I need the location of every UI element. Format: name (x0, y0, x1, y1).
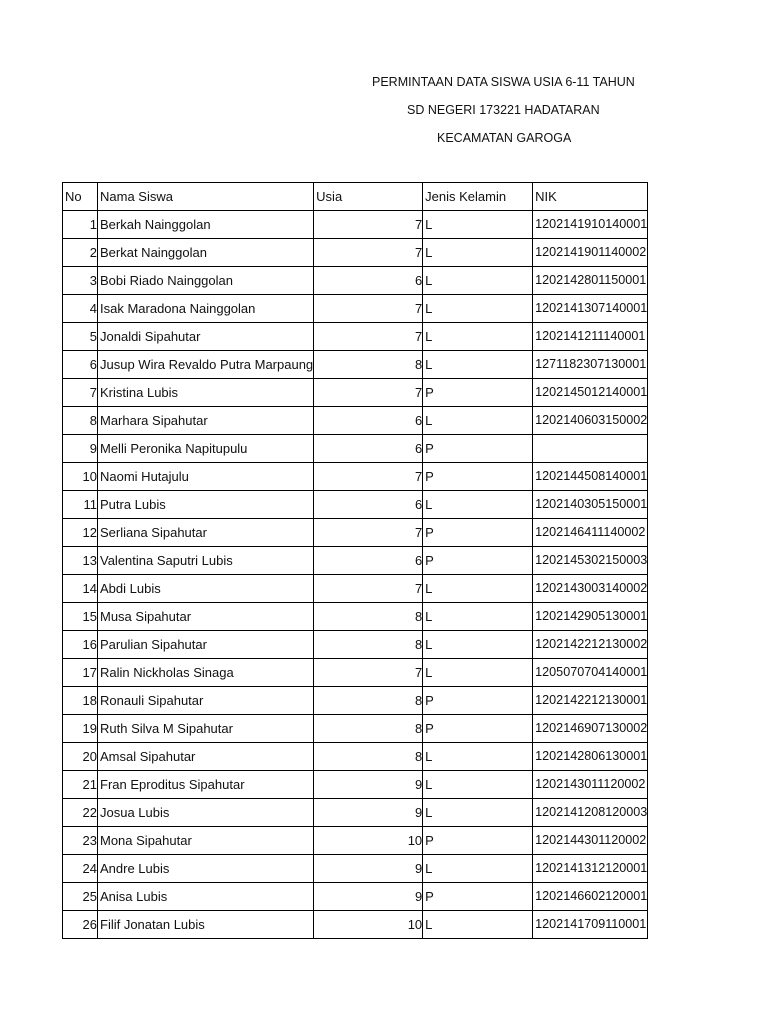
cell-nik: 1202142905130001 (533, 603, 648, 631)
cell-nama-siswa: Amsal Sipahutar (98, 743, 314, 771)
cell-jenis-kelamin: L (423, 575, 533, 603)
cell-nik: 1202144508140001 (533, 463, 648, 491)
cell-jenis-kelamin: L (423, 295, 533, 323)
table-row (63, 379, 648, 407)
cell-jenis-kelamin: L (423, 771, 533, 799)
cell-usia: 9 (314, 855, 423, 883)
header-nik: NIK (533, 183, 648, 211)
cell-usia: 8 (314, 351, 423, 379)
table-row (63, 323, 648, 351)
cell-usia: 10 (314, 911, 423, 939)
table-row (63, 715, 648, 743)
document-title: PERMINTAAN DATA SISWA USIA 6-11 TAHUN (372, 75, 635, 89)
cell-jenis-kelamin: L (423, 659, 533, 687)
cell-usia: 6 (314, 407, 423, 435)
cell-no: 15 (63, 603, 98, 631)
cell-nama-siswa: Bobi Riado Nainggolan (98, 267, 314, 295)
cell-nik: 1202146602120001 (533, 883, 648, 911)
table-row (63, 463, 648, 491)
student-table (62, 182, 648, 939)
cell-jenis-kelamin: L (423, 631, 533, 659)
cell-nama-siswa: Melli Peronika Napitupulu (98, 435, 314, 463)
table-row (63, 883, 648, 911)
table-row (63, 547, 648, 575)
table-row (63, 603, 648, 631)
district-name: KECAMATAN GAROGA (437, 131, 572, 145)
table-row (63, 743, 648, 771)
cell-nik: 1202141211140001 (533, 323, 648, 351)
cell-nama-siswa: Valentina Saputri Lubis (98, 547, 314, 575)
cell-no: 16 (63, 631, 98, 659)
cell-nama-siswa: Abdi Lubis (98, 575, 314, 603)
table-row (63, 407, 648, 435)
cell-jenis-kelamin: L (423, 351, 533, 379)
cell-no: 12 (63, 519, 98, 547)
header-nama-siswa: Nama Siswa (98, 183, 314, 211)
cell-nik: 1202142212130002 (533, 631, 648, 659)
cell-nik: 1202141709110001 (533, 911, 648, 939)
cell-no: 21 (63, 771, 98, 799)
table-row (63, 911, 648, 939)
cell-jenis-kelamin: L (423, 267, 533, 295)
cell-usia: 6 (314, 547, 423, 575)
cell-no: 2 (63, 239, 98, 267)
cell-jenis-kelamin: P (423, 463, 533, 491)
cell-usia: 10 (314, 827, 423, 855)
table-row (63, 351, 648, 379)
cell-no: 10 (63, 463, 98, 491)
cell-no: 6 (63, 351, 98, 379)
cell-nik: 1202140603150002 (533, 407, 648, 435)
cell-usia: 7 (314, 659, 423, 687)
cell-nik: 1205070704140001 (533, 659, 648, 687)
cell-no: 17 (63, 659, 98, 687)
cell-usia: 7 (314, 323, 423, 351)
header-jenis-kelamin: Jenis Kelamin (423, 183, 533, 211)
cell-no: 23 (63, 827, 98, 855)
cell-nik: 1202146411140002 (533, 519, 648, 547)
cell-usia: 9 (314, 771, 423, 799)
cell-jenis-kelamin: P (423, 379, 533, 407)
cell-no: 8 (63, 407, 98, 435)
cell-usia: 8 (314, 687, 423, 715)
cell-jenis-kelamin: L (423, 491, 533, 519)
cell-usia: 9 (314, 883, 423, 911)
cell-usia: 7 (314, 211, 423, 239)
table-row (63, 239, 648, 267)
cell-nama-siswa: Filif Jonatan Lubis (98, 911, 314, 939)
cell-nik: 1202145012140001 (533, 379, 648, 407)
cell-jenis-kelamin: L (423, 323, 533, 351)
cell-nama-siswa: Andre Lubis (98, 855, 314, 883)
cell-jenis-kelamin: P (423, 715, 533, 743)
table-row (63, 267, 648, 295)
cell-no: 25 (63, 883, 98, 911)
table-row (63, 491, 648, 519)
cell-nik (533, 435, 648, 463)
cell-usia: 8 (314, 715, 423, 743)
cell-jenis-kelamin: L (423, 211, 533, 239)
cell-no: 20 (63, 743, 98, 771)
cell-no: 13 (63, 547, 98, 575)
cell-usia: 7 (314, 463, 423, 491)
table-row (63, 295, 648, 323)
cell-nama-siswa: Berkah Nainggolan (98, 211, 314, 239)
cell-nik: 1202141901140002 (533, 239, 648, 267)
cell-nama-siswa: Anisa Lubis (98, 883, 314, 911)
cell-usia: 7 (314, 239, 423, 267)
cell-no: 22 (63, 799, 98, 827)
cell-nik: 1202143003140002 (533, 575, 648, 603)
cell-nama-siswa: Kristina Lubis (98, 379, 314, 407)
cell-nama-siswa: Putra Lubis (98, 491, 314, 519)
cell-no: 3 (63, 267, 98, 295)
cell-no: 19 (63, 715, 98, 743)
table-row (63, 659, 648, 687)
cell-nik: 1202141208120003 (533, 799, 648, 827)
cell-jenis-kelamin: L (423, 743, 533, 771)
cell-nik: 1202145302150003 (533, 547, 648, 575)
cell-nik: 1202144301120002 (533, 827, 648, 855)
cell-nama-siswa: Serliana Sipahutar (98, 519, 314, 547)
cell-nama-siswa: Naomi Hutajulu (98, 463, 314, 491)
cell-nama-siswa: Isak Maradona Nainggolan (98, 295, 314, 323)
cell-usia: 7 (314, 295, 423, 323)
cell-nik: 1202140305150001 (533, 491, 648, 519)
cell-jenis-kelamin: P (423, 827, 533, 855)
table-row (63, 519, 648, 547)
cell-nik: 1202142806130001 (533, 743, 648, 771)
cell-jenis-kelamin: P (423, 519, 533, 547)
table-row (63, 435, 648, 463)
cell-jenis-kelamin: L (423, 407, 533, 435)
cell-usia: 8 (314, 603, 423, 631)
cell-jenis-kelamin: L (423, 855, 533, 883)
cell-nik: 1202141307140001 (533, 295, 648, 323)
header-usia: Usia (314, 183, 423, 211)
cell-nama-siswa: Berkat Nainggolan (98, 239, 314, 267)
cell-no: 5 (63, 323, 98, 351)
cell-usia: 6 (314, 491, 423, 519)
cell-no: 14 (63, 575, 98, 603)
cell-usia: 7 (314, 379, 423, 407)
cell-nama-siswa: Ronauli Sipahutar (98, 687, 314, 715)
cell-nik: 1202141910140001 (533, 211, 648, 239)
cell-nama-siswa: Parulian Sipahutar (98, 631, 314, 659)
table-row (63, 799, 648, 827)
cell-usia: 9 (314, 799, 423, 827)
cell-no: 9 (63, 435, 98, 463)
cell-usia: 6 (314, 435, 423, 463)
table-row (63, 827, 648, 855)
cell-nik: 1202142801150001 (533, 267, 648, 295)
cell-nik: 1202141312120001 (533, 855, 648, 883)
table-header-row (63, 183, 648, 211)
cell-jenis-kelamin: L (423, 239, 533, 267)
cell-nik: 1202146907130002 (533, 715, 648, 743)
cell-no: 7 (63, 379, 98, 407)
cell-no: 26 (63, 911, 98, 939)
table-row (63, 687, 648, 715)
cell-jenis-kelamin: P (423, 547, 533, 575)
cell-no: 24 (63, 855, 98, 883)
cell-nama-siswa: Jonaldi Sipahutar (98, 323, 314, 351)
school-name: SD NEGERI 173221 HADATARAN (407, 103, 600, 117)
cell-usia: 7 (314, 519, 423, 547)
cell-jenis-kelamin: P (423, 687, 533, 715)
cell-nik: 1202142212130001 (533, 687, 648, 715)
cell-jenis-kelamin: L (423, 799, 533, 827)
header-no: No (63, 183, 98, 211)
cell-no: 11 (63, 491, 98, 519)
cell-nama-siswa: Mona Sipahutar (98, 827, 314, 855)
table-row (63, 771, 648, 799)
table-row (63, 211, 648, 239)
cell-no: 1 (63, 211, 98, 239)
cell-nik: 1271182307130001 (533, 351, 648, 379)
table-row (63, 855, 648, 883)
cell-jenis-kelamin: L (423, 603, 533, 631)
cell-no: 18 (63, 687, 98, 715)
cell-nama-siswa: Ruth Silva M Sipahutar (98, 715, 314, 743)
cell-jenis-kelamin: P (423, 435, 533, 463)
cell-usia: 8 (314, 631, 423, 659)
cell-no: 4 (63, 295, 98, 323)
table-row (63, 631, 648, 659)
cell-nama-siswa: Josua Lubis (98, 799, 314, 827)
cell-nama-siswa: Fran Eproditus Sipahutar (98, 771, 314, 799)
cell-nama-siswa: Musa Sipahutar (98, 603, 314, 631)
cell-nama-siswa: Marhara Sipahutar (98, 407, 314, 435)
cell-jenis-kelamin: L (423, 911, 533, 939)
cell-nama-siswa: Jusup Wira Revaldo Putra Marpaung (98, 351, 314, 379)
cell-usia: 7 (314, 575, 423, 603)
cell-usia: 8 (314, 743, 423, 771)
cell-nama-siswa: Ralin Nickholas Sinaga (98, 659, 314, 687)
cell-nik: 1202143011120002 (533, 771, 648, 799)
cell-jenis-kelamin: P (423, 883, 533, 911)
table-row (63, 575, 648, 603)
cell-usia: 6 (314, 267, 423, 295)
